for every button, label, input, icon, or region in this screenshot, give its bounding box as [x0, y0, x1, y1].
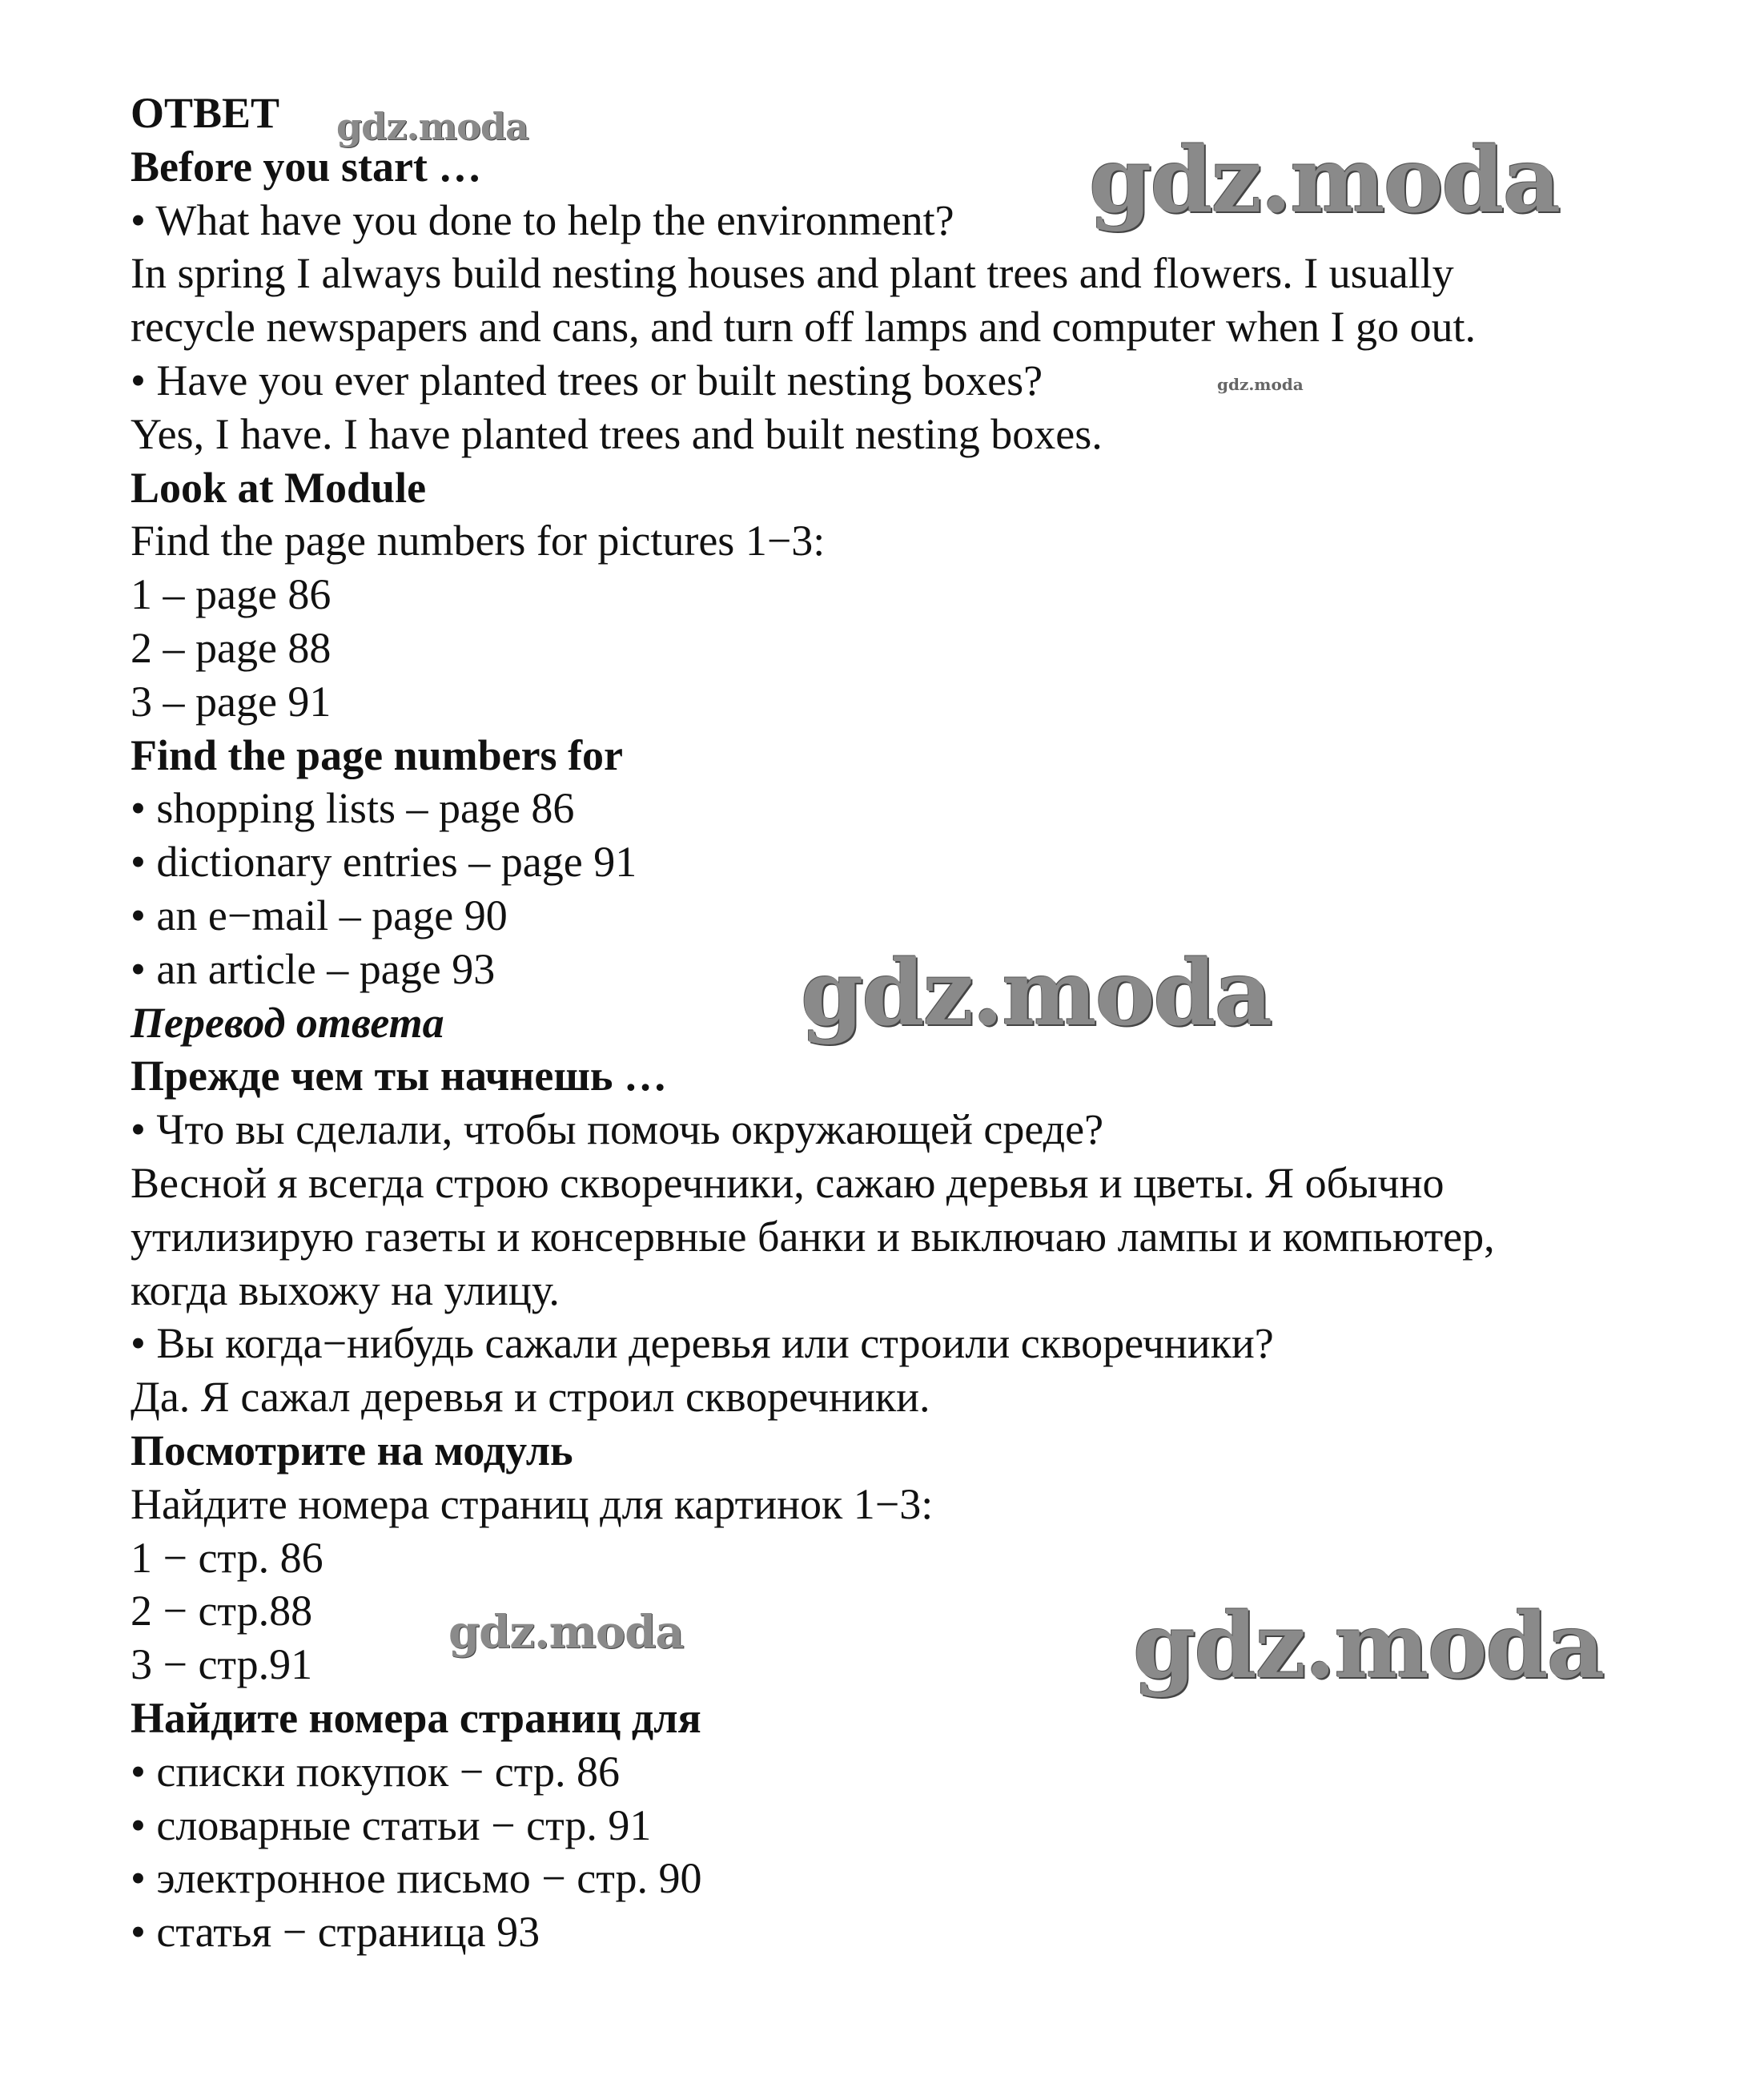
text-line: In spring I always build nesting houses and plant trees and flowers. I usually: [131, 249, 1454, 298]
text-line: • статья − страница 93: [131, 1908, 540, 1957]
text-line: • Have you ever planted trees or built nesting boxes?: [131, 356, 1043, 404]
watermark: gdz.moda: [1133, 1594, 1604, 1699]
text-line: Да. Я сажал деревья и строил скворечники.: [131, 1373, 930, 1422]
text-line: Найдите номера страниц для картинок 1−3:: [131, 1479, 934, 1528]
watermark: gdz.moda: [336, 105, 528, 148]
text-line: • электронное письмо − стр. 90: [131, 1854, 702, 1903]
text-line: recycle newspapers and cans, and turn off lamps and computer when I go out.: [131, 303, 1476, 352]
heading: Look at Module: [131, 463, 427, 512]
heading: Find the page numbers for: [131, 730, 624, 779]
text-line: • списки покупок − стр. 86: [131, 1747, 620, 1796]
text-line: • an article – page 93: [131, 944, 496, 993]
watermark: gdz.moda: [1217, 375, 1304, 394]
text-line: 2 – page 88: [131, 623, 332, 672]
heading: ОТВЕТ: [131, 89, 280, 137]
text-line: • словарные статьи − стр. 91: [131, 1800, 652, 1849]
text-line: • Что вы сделали, чтобы помочь окружающей среде?: [131, 1105, 1104, 1154]
heading: Посмотрите на модуль: [131, 1426, 573, 1474]
text-line: • an e−mail – page 90: [131, 891, 508, 939]
text-line: 1 − стр. 86: [131, 1533, 323, 1582]
text-line: когда выхожу на улицу.: [131, 1265, 560, 1314]
text-line: Весной я всегда строю скворечники, сажаю деревья и цветы. Я обычно: [131, 1158, 1445, 1207]
heading: Прежде чем ты начнешь …: [131, 1052, 667, 1100]
text-line: 1 – page 86: [131, 570, 332, 619]
text-line: • Вы когда−нибудь сажали деревья или строили скворечники?: [131, 1319, 1274, 1368]
watermark: gdz.moda: [448, 1606, 684, 1659]
heading: Before you start …: [131, 142, 482, 191]
text-line: • shopping lists – page 86: [131, 784, 575, 833]
heading: Найдите номера страниц для: [131, 1693, 701, 1742]
text-line: 3 – page 91: [131, 677, 332, 726]
text-line: • What have you done to help the environment?: [131, 195, 954, 244]
text-line: 2 − стр.88: [131, 1587, 313, 1635]
text-line: утилизирую газеты и консервные банки и выключаю лампы и компьютер,: [131, 1212, 1495, 1261]
watermark: gdz.moda: [1089, 128, 1560, 233]
watermark: gdz.moda: [801, 941, 1272, 1046]
text-line: Find the page numbers for pictures 1−3:: [131, 517, 826, 565]
text-line: Yes, I have. I have planted trees and built nesting boxes.: [131, 409, 1103, 458]
text-line: • dictionary entries – page 91: [131, 838, 637, 887]
heading: Перевод ответа: [131, 998, 444, 1047]
text-line: 3 − стр.91: [131, 1640, 313, 1689]
